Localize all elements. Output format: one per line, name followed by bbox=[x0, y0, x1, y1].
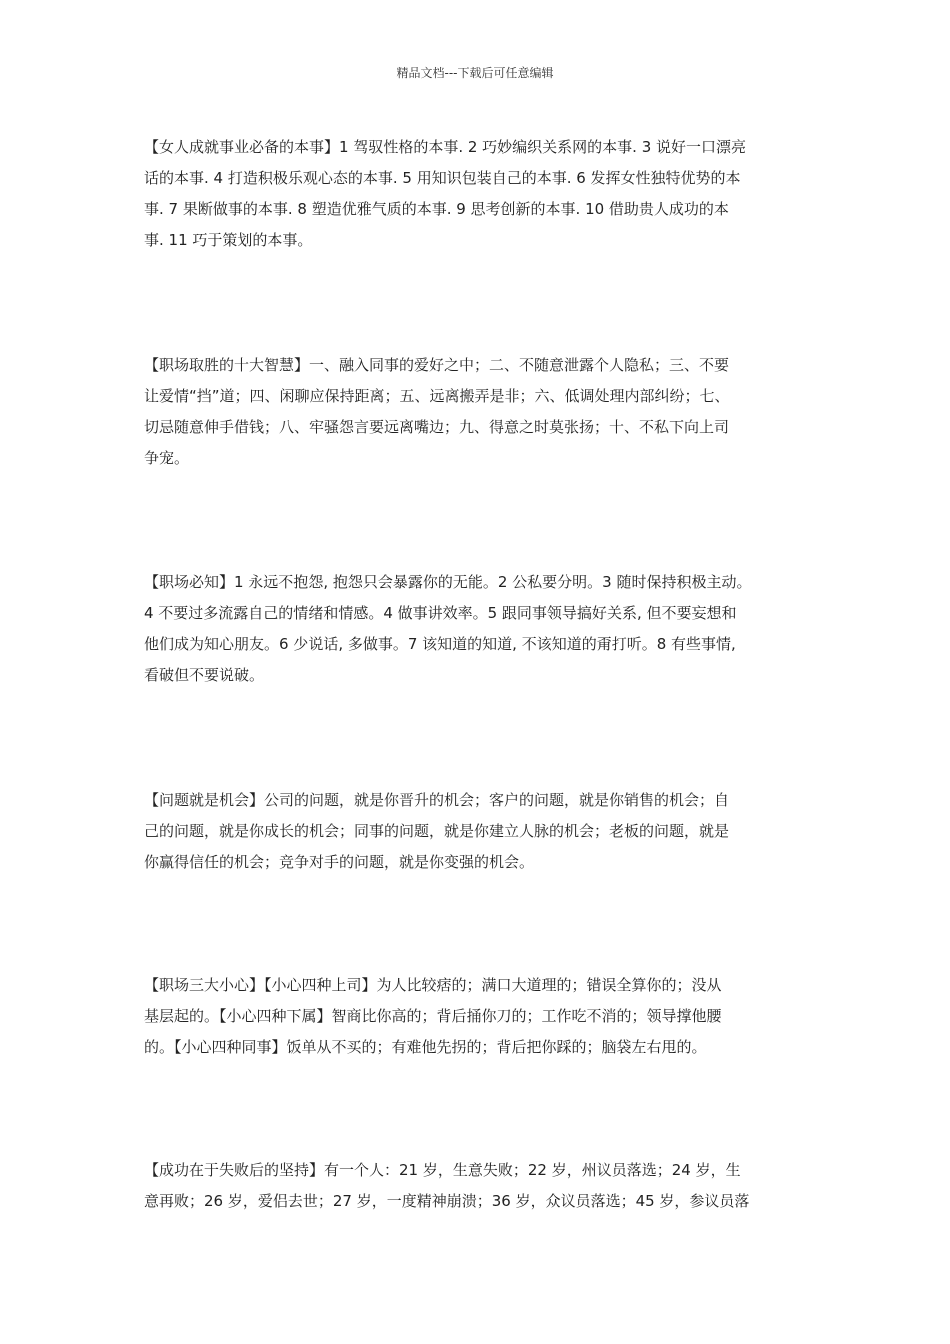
text-line: 话的本事. 4 打造积极乐观心态的本事. 5 用知识包装自己的本事. 6 发挥女性独特优势的本 bbox=[144, 169, 741, 187]
section-workplace-must-know bbox=[144, 567, 809, 691]
section-workplace-wisdom bbox=[144, 350, 809, 474]
text-line: 让爱情“挡”道；四、闲聊应保持距离；五、远离搬弄是非；六、低调处理内部纠纷；七、 bbox=[144, 387, 730, 405]
text-line: 【成功在于失败后的坚持】有一个人：21 岁，生意失败；22 岁，州议员落选；24 岁，生 bbox=[144, 1161, 741, 1179]
text-line: 争宠。 bbox=[144, 449, 190, 467]
text-line: 他们成为知心朋友。6 少说话, 多做事。7 该知道的知道, 不该知道的甭打听。8 有些事情, bbox=[144, 635, 736, 653]
text-line: 事. 11 巧于策划的本事。 bbox=[144, 231, 313, 249]
text-line: 【职场必知】1 永远不抱怨, 抱怨只会暴露你的无能。2 公私要分明。3 随时保持积极主动。 bbox=[144, 573, 752, 591]
section-problems-are-opportunities bbox=[144, 785, 809, 878]
text-line: 【职场取胜的十大智慧】一、融入同事的爱好之中；二、不随意泄露个人隐私；三、不要 bbox=[144, 356, 730, 374]
text-line: 【职场三大小心】【小心四种上司】为人比较痞的；满口大道理的；错误全算你的；没从 bbox=[144, 976, 722, 994]
section-persistence-after-failure bbox=[144, 1155, 809, 1217]
text-line: 4 不要过多流露自己的情绪和情感。4 做事讲效率。5 跟同事领导搞好关系, 但不要妄想和 bbox=[144, 604, 737, 622]
text-line: 切忌随意伸手借钱；八、牢骚怨言要远离嘴边；九、得意之时莫张扬；十、不私下向上司 bbox=[144, 418, 730, 436]
text-line: 意再败；26 岁，爱侣去世；27 岁，一度精神崩溃；36 岁，众议员落选；45 岁，参议员落 bbox=[144, 1192, 750, 1210]
text-line: 的。【小心四种同事】饭单从不买的；有难他先拐的；背后把你踩的；脑袋左右甩的。 bbox=[144, 1038, 707, 1056]
page-header: 精品文档---下载后可任意编辑 bbox=[396, 66, 554, 80]
section-three-cautions bbox=[144, 970, 809, 1063]
text-line: 基层起的。【小心四种下属】智商比你高的；背后捅你刀的；工作吃不消的；领导撑他腰 bbox=[144, 1007, 722, 1025]
text-line: 看破但不要说破。 bbox=[144, 666, 265, 684]
text-line: 【问题就是机会】公司的问题，就是你晋升的机会；客户的问题，就是你销售的机会；自 bbox=[144, 791, 730, 809]
section-women-career-skills bbox=[144, 132, 809, 256]
text-line: 己的问题，就是你成长的机会；同事的问题，就是你建立人脉的机会；老板的问题，就是 bbox=[144, 822, 730, 840]
text-line: 你赢得信任的机会；竞争对手的问题，就是你变强的机会。 bbox=[144, 853, 535, 871]
text-line: 【女人成就事业必备的本事】1 驾驭性格的本事. 2 巧妙编织关系网的本事. 3 说好一口漂亮 bbox=[144, 138, 747, 156]
text-line: 事. 7 果断做事的本事. 8 塑造优雅气质的本事. 9 思考创新的本事. 10 借助贵人成功的本 bbox=[144, 200, 729, 218]
